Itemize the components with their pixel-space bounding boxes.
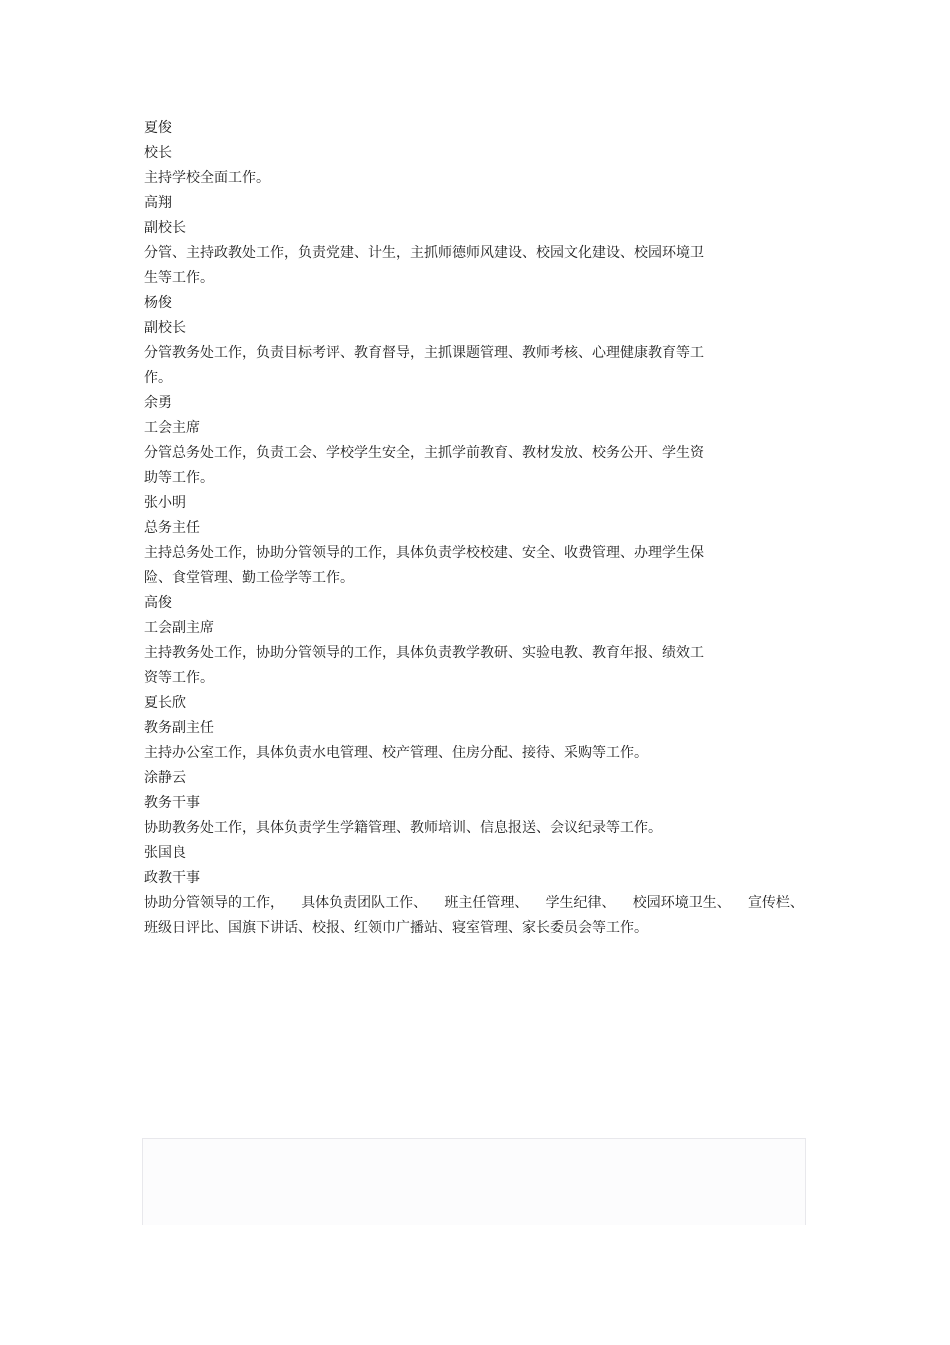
- staff-title: 总务主任: [144, 520, 200, 536]
- staff-title: 副校长: [144, 220, 186, 236]
- staff-entry: [144, 766, 744, 841]
- duty-segment: 协助分管领导的工作，: [144, 895, 284, 911]
- staff-duty: 助等工作。: [144, 470, 214, 486]
- staff-duty: 班级日评比、国旗下讲话、校报、红领巾广播站、寝室管理、家长委员会等工作。: [144, 920, 648, 936]
- staff-name: 夏俊: [144, 120, 172, 136]
- document-body: [144, 116, 804, 941]
- staff-entry: [144, 291, 744, 391]
- duty-segment: 班主任管理、: [444, 895, 529, 911]
- staff-entry: [144, 391, 744, 491]
- staff-duty: 主持教务处工作，协助分管领导的工作，具体负责教学教研、实验电教、教育年报、绩效工: [144, 645, 704, 661]
- staff-name: 杨俊: [144, 295, 172, 311]
- staff-title: 教务干事: [144, 795, 200, 811]
- staff-duty: 生等工作。: [144, 270, 214, 286]
- staff-name: 夏长欣: [144, 695, 186, 711]
- staff-duty: 作。: [144, 370, 172, 386]
- staff-title: 政教干事: [144, 870, 200, 886]
- staff-name: 余勇: [144, 395, 172, 411]
- staff-entry: [144, 191, 744, 291]
- staff-name: 高翔: [144, 195, 172, 211]
- staff-duty: 分管总务处工作，负责工会、学校学生安全，主抓学前教育、教材发放、校务公开、学生资: [144, 445, 704, 461]
- staff-title: 教务副主任: [144, 720, 214, 736]
- staff-duty: 主持总务处工作，协助分管领导的工作，具体负责学校校建、安全、收费管理、办理学生保: [144, 545, 704, 561]
- staff-name: 高俊: [144, 595, 172, 611]
- staff-duty: 协助教务处工作，具体负责学生学籍管理、教师培训、信息报送、会议纪录等工作。: [144, 820, 662, 836]
- staff-name: 张国良: [144, 845, 186, 861]
- staff-name: 张小明: [144, 495, 186, 511]
- duty-segment: 校园环境卫生、: [632, 895, 731, 911]
- bottom-panel: [142, 1138, 806, 1225]
- staff-duty: 资等工作。: [144, 670, 214, 686]
- staff-entry: [144, 491, 744, 591]
- staff-duty: [144, 891, 804, 916]
- staff-entry: [144, 691, 744, 766]
- staff-entry: [144, 841, 804, 941]
- staff-duty: 分管、主持政教处工作，负责党建、计生，主抓师德师风建设、校园文化建设、校园环境卫: [144, 245, 704, 261]
- duty-segment: 学生纪律、: [545, 895, 616, 911]
- staff-duty: 主持学校全面工作。: [144, 170, 270, 186]
- staff-duty: 主持办公室工作，具体负责水电管理、校产管理、住房分配、接待、采购等工作。: [144, 745, 648, 761]
- staff-title: 工会主席: [144, 420, 200, 436]
- staff-entry: [144, 591, 744, 691]
- staff-name: 涂静云: [144, 770, 186, 786]
- duty-segment: 具体负责团队工作、: [301, 895, 428, 911]
- duty-segment: 宣传栏、: [747, 895, 804, 911]
- staff-duty: 险、食堂管理、勤工俭学等工作。: [144, 570, 354, 586]
- staff-title: 校长: [144, 145, 172, 161]
- staff-title: 副校长: [144, 320, 186, 336]
- staff-entry: [144, 116, 744, 191]
- staff-duty: 分管教务处工作，负责目标考评、教育督导，主抓课题管理、教师考核、心理健康教育等工: [144, 345, 704, 361]
- staff-title: 工会副主席: [144, 620, 214, 636]
